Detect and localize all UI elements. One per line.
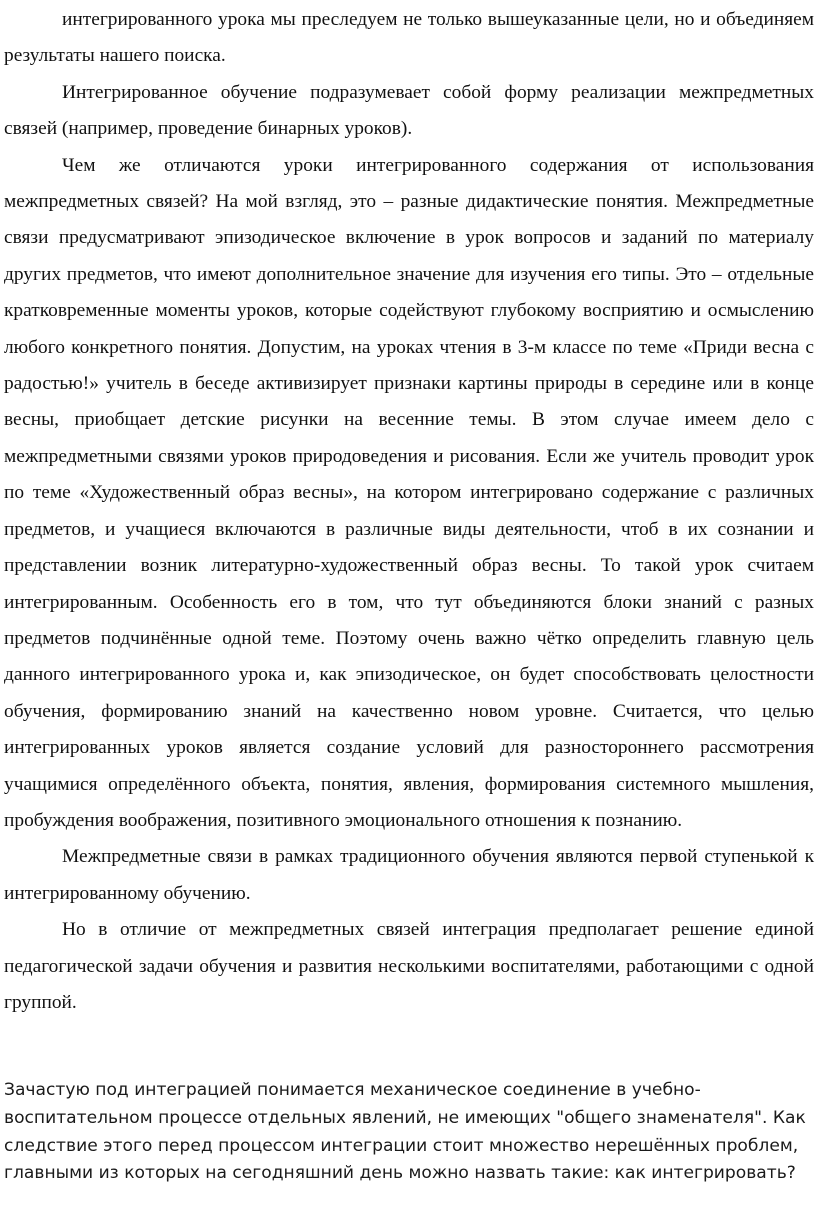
excerpt-line: главными из которых на сегодняшний день можно назвать такие: как интегрировать? xyxy=(4,1163,796,1184)
paragraph-integration-difference: Но в отличие от межпредметных связей интеграция предполагает решение единой педагогической задачи обучения и развития несколькими воспитателями, работающими с одной группой. xyxy=(4,919,814,1013)
excerpt-line: следствие этого перед процессом интеграции стоит множество нерешённых проблем, xyxy=(4,1135,799,1156)
paragraph-integrated-learning-definition: Интегрированное обучение подразумевает собой форму реализации межпредметных связей (например, проведение бинарных уроков). xyxy=(4,81,814,140)
sans-serif-excerpt xyxy=(4,1077,808,1188)
paragraph-first-step: Межпредметные связи в рамках традиционного обучения являются первой ступенькой к интегрированному обучению. xyxy=(4,846,814,904)
excerpt-line: воспитательном процессе отдельных явлений, не имеющих "общего знаменателя". Как xyxy=(4,1107,806,1128)
excerpt-line: Зачастую под интеграцией понимается механическое соединение в учебно- xyxy=(4,1080,701,1100)
paragraph-continuation: интегрированного урока мы преследуем не только вышеуказанные цели, но и объединяем результаты нашего поиска. xyxy=(4,9,814,67)
document-body xyxy=(4,2,814,1021)
paragraph-comparison: Чем же отличаются уроки интегрированного содержания от использования межпредметных связей? На мой взгляд, это – разные дидактические понятия. Межпредметные связи предусматривают эпизодическое включение в урок вопросов и заданий по материалу других предметов, что имеют дополнительное значение для изучения его типы. Это – отдельные кратковременные моменты уроков, которые содействуют глубокому восприятию и осмыслению любого конкретного понятия. Допустим, на уроках чтения в 3-м классе по теме «Приди весна с радостью!» учитель в беседе активизирует признаки картины природы в середине или в конце весны, приобщает детские рисунки на весенние темы. В этом случае имеем дело с межпредметными связями уроков природоведения и рисования. Если же учитель проводит урок по теме «Художественный образ весны», на котором интегрировано содержание с различных предметов, и учащиеся включаются в различные виды деятельности, чтоб в их сознании и представлении возник литературно-художественный образ весны. То такой урок считаем интегрированным. Особенность его в том, что тут объединяются блоки знаний с разных предметов подчинённые одной теме. Поэтому очень важно чётко определить главную цель данного интегрированного урока и, как эпизодическое, он будет способствовать целостности обучения, формированию знаний на качественно новом уровне. Считается, что целью интегрированных уроков является создание условий для разностороннего рассмотрения учащимися определённого объекта, понятия, явления, формирования системного мышления, пробуждения воображения, позитивного эмоционального отношения к познанию. xyxy=(4,154,814,831)
